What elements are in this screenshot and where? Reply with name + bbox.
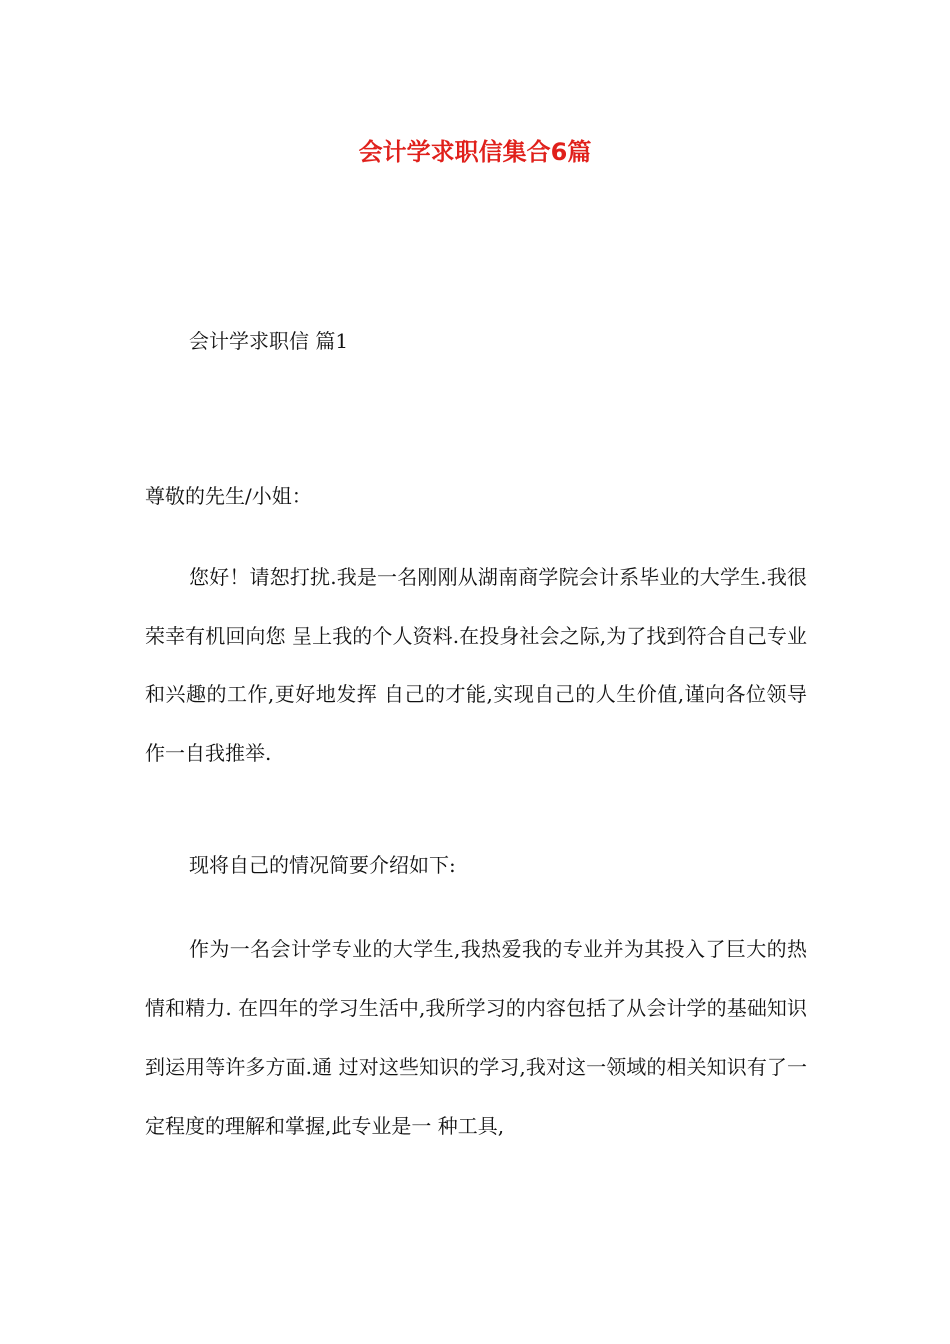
document-title: 会计学求职信集合6篇 bbox=[358, 138, 592, 166]
paragraph-introduction: 您好！请恕打扰.我是一名刚刚从湖南商学院会计系毕业的大学生.我很荣幸有机回向您 呈上我的个人资料.在投身社会之际,为了找到符合自己专业和兴趣的工作,更好地发挥 自己的才能,实现自己的人生价值,谨向各位领导作一自我推举. bbox=[145, 565, 807, 765]
paragraph-overview: 现将自己的情况简要介绍如下: bbox=[189, 853, 456, 877]
salutation: 尊敬的先生/小姐： bbox=[145, 484, 312, 508]
section-heading: 会计学求职信 篇1 bbox=[189, 329, 349, 353]
paragraph-major-study: 作为一名会计学专业的大学生,我热爱我的专业并为其投入了巨大的热情和精力. 在四年的学习生活中,我所学习的内容包括了从会计学的基础知识到运用等许多方面.通 过对这些知识的学习,我对这一领域的相关知识有了一定程度的理解和掌握,此专业是一 种工具, bbox=[145, 937, 807, 1138]
